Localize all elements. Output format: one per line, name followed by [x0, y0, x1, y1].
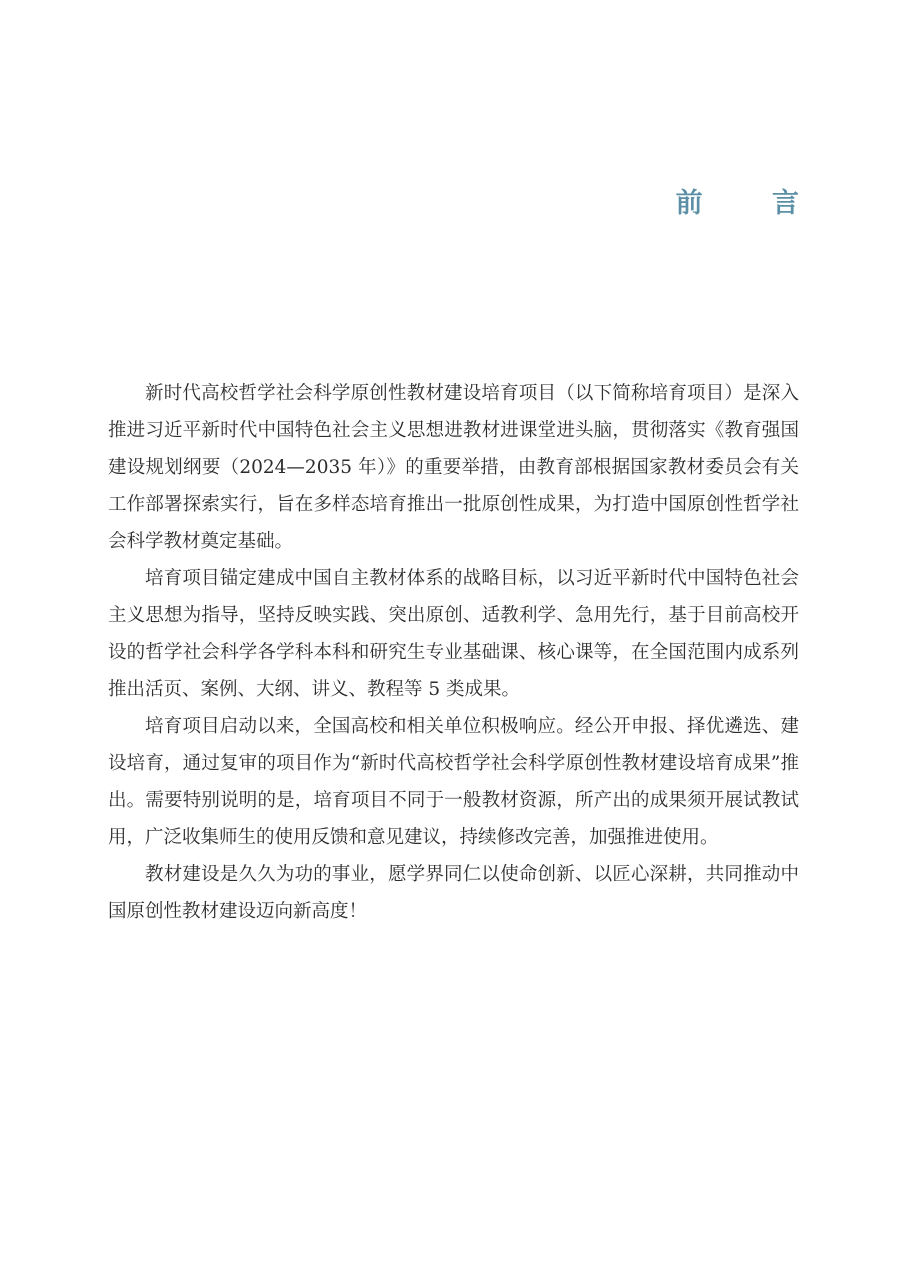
paragraph-1: 新时代高校哲学社会科学原创性教材建设培育项目（以下简称培育项目）是深入推进习近平新时代中国特色社会主义思想进教材进课堂进头脑，贯彻落实《教育强国建设规划纲要（2024—2035 年）》的重要举措，由教育部根据国家教材委员会有关工作部署探索实行，旨在多样态培育推出一批原创性成果，为打造中国原创性哲学社会科学教材奠定基础。 — [108, 383, 799, 552]
page-title: 前 言 — [675, 188, 829, 220]
paragraph-4: 教材建设是久久为功的事业，愿学界同仁以使命创新、以匠心深耕，共同推动中国原创性教材建设迈向新高度！ — [108, 864, 799, 922]
paragraph-2: 培育项目锚定建成中国自主教材体系的战略目标，以习近平新时代中国特色社会主义思想为指导，坚持反映实践、突出原创、适教利学、急用先行，基于目前高校开设的哲学社会科学各学科本科和研究生专业基础课、核心课等，在全国范围内成系列推出活页、案例、大纲、讲义、教程等 5 类成果。 — [108, 568, 799, 700]
paragraph-3: 培育项目启动以来，全国高校和相关单位积极响应。经公开申报、择优遴选、建设培育，通过复审的项目作为“新时代高校哲学社会科学原创性教材建设培育成果”推出。需要特别说明的是，培育项目不同于一般教材资源，所产出的成果须开展试教试用，广泛收集师生的使用反馈和意见建议，持续修改完善，加强推进使用。 — [108, 716, 799, 848]
body-text — [108, 375, 799, 930]
